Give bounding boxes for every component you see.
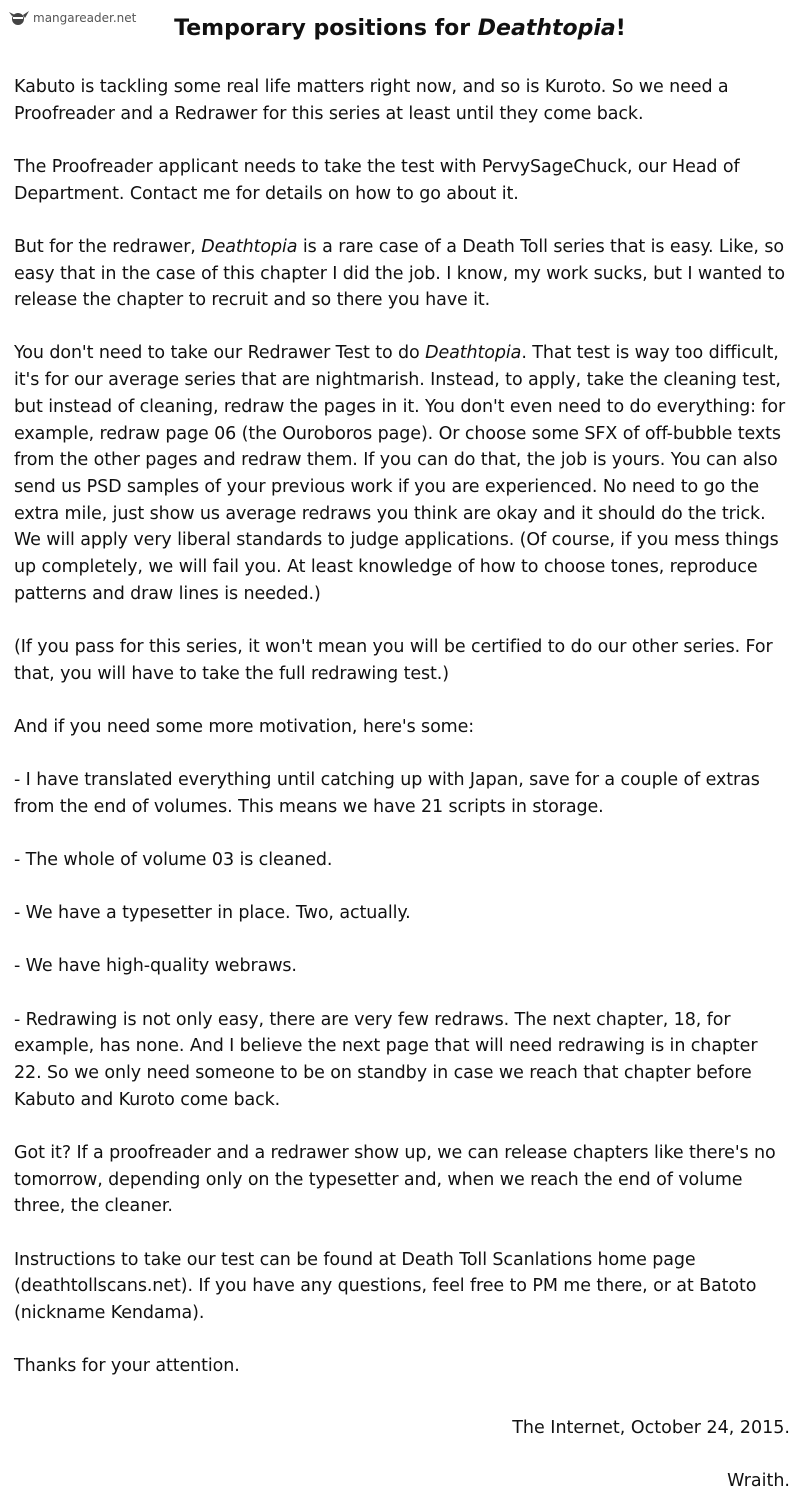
title-suffix: ! bbox=[615, 16, 626, 41]
paragraph: And if you need some more motivation, here's some: bbox=[14, 716, 475, 737]
paragraph bbox=[14, 234, 790, 314]
paragraph-text: . That test is way too difficult, it's for our average series that are nightmarish. Instead, to apply, take the cleaning test, but instead of cleaning, redraw the pages in it. You don't even need to do everything: for example, redraw page 06 (the Ouroboros page). Or choose some SFX of off-bubble texts from the other pages and redraw them. If you can do that, the job is yours. You can also send us PSD samples of your previous work if you are experienced. No need to go the extra mile, just show us average redraws you think are okay and it should do the trick. We will apply very liberal standards to judge applications. (Of course, if you mess things up completely, we will fail you. At least knowledge of how to choose tones, reproduce patterns and draw lines is needed.) bbox=[14, 343, 786, 604]
list-item: - Redrawing is not only easy, there are very few redraws. The next chapter, 18, for example, has none. And I believe the next page that will need redrawing is in chapter 22. So we only need someone to be on standby in case we reach that chapter before Kabuto and Kuroto come back. bbox=[14, 1009, 758, 1110]
list-item: - I have translated everything until catching up with Japan, save for a couple of extras from the end of volumes. This means we have 21 scripts in storage. bbox=[14, 770, 760, 817]
list-item: - We have a typesetter in place. Two, actually. bbox=[14, 903, 411, 924]
paragraph-text: But for the redrawer, bbox=[14, 236, 202, 257]
paragraph: The Proofreader applicant needs to take the test with PervySageChuck, our Head of Department. Contact me for details on how to go about it. bbox=[14, 156, 740, 204]
series-name: Deathtopia bbox=[201, 236, 298, 257]
signature-date: The Internet, October 24, 2015. bbox=[512, 1418, 790, 1438]
article-body bbox=[14, 74, 790, 1406]
list-item: - The whole of volume 03 is cleaned. bbox=[14, 849, 333, 870]
watermark-text: mangareader.net bbox=[33, 11, 137, 25]
series-name: Deathtopia bbox=[425, 343, 522, 364]
title-prefix: Temporary positions for bbox=[174, 16, 478, 41]
signature-name: Wraith. bbox=[727, 1471, 790, 1491]
paragraph: Kabuto is tackling some real life matters right now, and so is Kuroto. So we need a Proofreader and a Redrawer for this series at least until they come back. bbox=[14, 77, 729, 124]
list-item: - We have high-quality webraws. bbox=[14, 956, 297, 977]
paragraph-text: You don't need to take our Redrawer Test to do bbox=[14, 343, 426, 364]
paragraph: Instructions to take our test can be found at Death Toll Scanlations home page (deathtollscans.net). If you have any questions, feel free to PM me there, or at Batoto (nickname Kendama). bbox=[14, 1249, 757, 1323]
paragraph: Thanks for your attention. bbox=[14, 1356, 240, 1377]
paragraph: (If you pass for this series, it won't mean you will be certified to do our other series. For that, you will have to take the full redrawing test.) bbox=[14, 636, 773, 684]
title-series-name: Deathtopia bbox=[477, 16, 616, 41]
paragraph: Got it? If a proofreader and a redrawer show up, we can release chapters like there's no tomorrow, depending only on the typesetter and, when we reach the end of volume three, the cleaner. bbox=[14, 1142, 776, 1217]
paragraph bbox=[14, 340, 790, 607]
page-title bbox=[0, 16, 800, 41]
paragraph-text: is a rare case of a Death Toll series that is easy. Like, so easy that in the case of this chapter I did the job. I know, my work sucks, but I wanted to release the chapter to recruit and so there you have it. bbox=[14, 236, 785, 311]
